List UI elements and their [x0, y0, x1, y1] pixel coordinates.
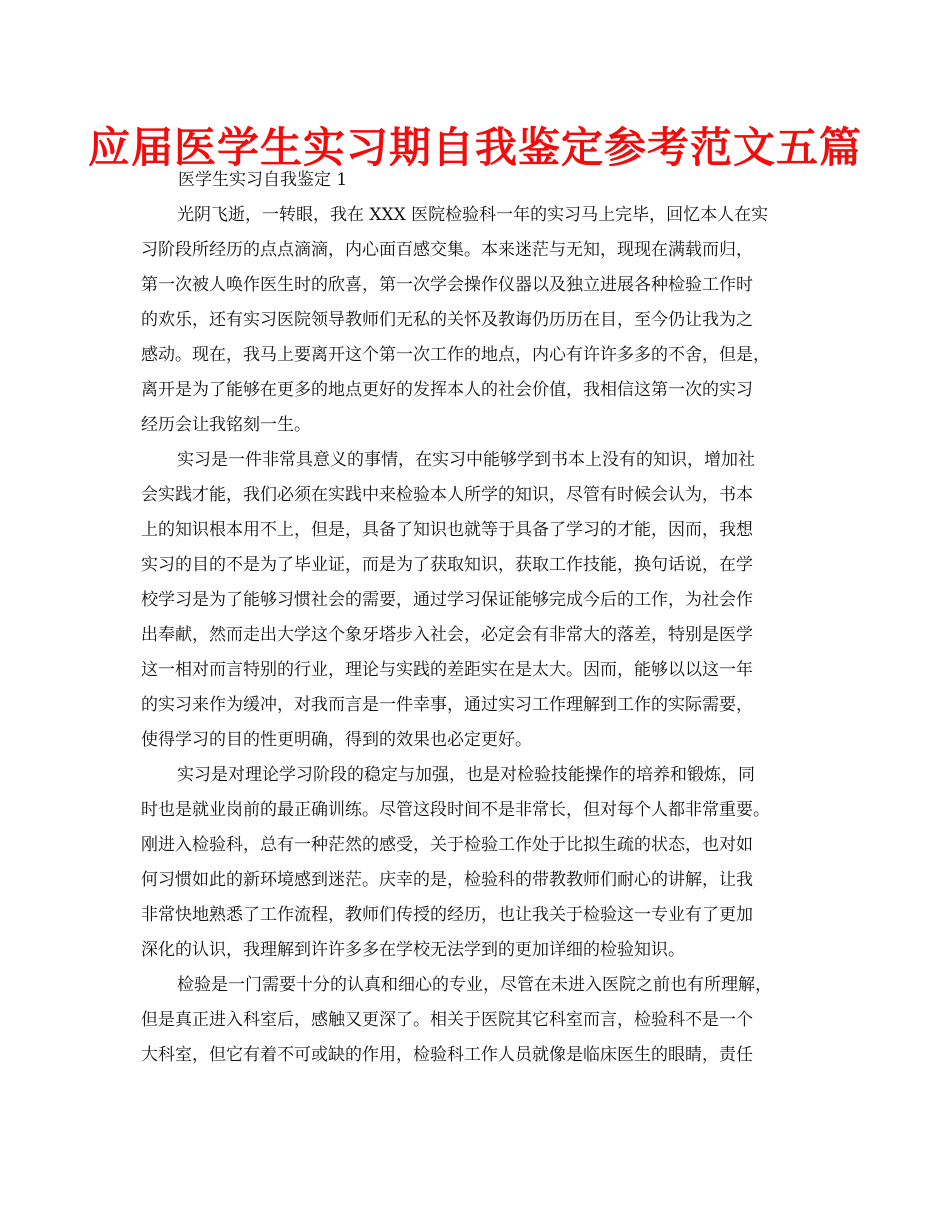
text-line: 感动。现在，我马上要离开这个第一次工作的地点，内心有许许多多的不舍，但是， [141, 345, 770, 365]
document-title: 应届医学生实习期自我鉴定参考范文五篇 [87, 123, 862, 172]
text-line: 非常快地熟悉了工作流程，教师们传授的经历，也让我关于检验这一专业有了更加 [141, 905, 753, 925]
text-line: 光阴飞逝，一转眼，我在 XXX 医院检验科一年的实习马上完毕，回忆本人在实 [177, 205, 769, 225]
text-line: 离开是为了能够在更多的地点更好的发挥本人的社会价值，我相信这第一次的实习 [141, 380, 753, 400]
text-line: 实习的目的不是为了毕业证，而是为了获取知识，获取工作技能，换句话说，在学 [141, 555, 753, 575]
text-line: 实习是一件非常具意义的事情，在实习中能够学到书本上没有的知识，增加社 [177, 450, 755, 470]
paragraph-3 [141, 758, 825, 968]
text-line: 深化的认识，我理解到许许多多在学校无法学到的更加详细的检验知识。 [141, 940, 685, 960]
text-line: 这一相对而言特别的行业，理论与实践的差距实在是太大。因而，能够以以这一年 [141, 660, 753, 680]
text-line: 使得学习的目的性更明确，得到的效果也必定更好。 [141, 730, 532, 750]
text-line: 的欢乐，还有实习医院领导教师们无私的关怀及教诲仍历历在目，至今仍让我为之 [141, 310, 753, 330]
text-line: 刚进入检验科，总有一种茫然的感受，关于检验工作处于比拟生疏的状态，也对如 [141, 835, 753, 855]
text-line: 校学习是为了能够习惯社会的需要，通过学习保证能够完成今后的工作，为社会作 [141, 590, 753, 610]
text-line: 何习惯如此的新环境感到迷茫。庆幸的是，检验科的带教教师们耐心的讲解，让我 [141, 870, 753, 890]
section-heading: 医学生实习自我鉴定 1 [178, 170, 348, 190]
text-line: 上的知识根本用不上，但是，具备了知识也就等于具备了学习的才能，因而，我想 [141, 520, 753, 540]
text-line: 检验是一门需要十分的认真和细心的专业，尽管在未进入医院之前也有所理解， [177, 975, 772, 995]
text-line: 大科室，但它有着不可或缺的作用，检验科工作人员就像是临床医生的眼睛，责任 [141, 1045, 753, 1065]
paragraph-2 [141, 443, 825, 758]
text-line: 会实践才能，我们必须在实践中来检验本人所学的知识，尽管有时候会认为，书本 [141, 485, 753, 505]
text-line: 时也是就业岗前的最正确训练。尽管这段时间不是非常长，但对每个人都非常重要。 [141, 800, 770, 820]
text-line: 出奉献，然而走出大学这个象牙塔步入社会，必定会有非常大的落差，特别是医学 [141, 625, 753, 645]
paragraph-1 [141, 198, 825, 443]
text-line: 经历会让我铭刻一生。 [141, 415, 311, 435]
text-line: 的实习来作为缓冲，对我而言是一件幸事，通过实习工作理解到工作的实际需要， [141, 695, 753, 715]
text-line: 第一次被人唤作医生时的欣喜，第一次学会操作仪器以及独立进展各种检验工作时 [141, 275, 753, 295]
text-line: 习阶段所经历的点点滴滴，内心面百感交集。本来迷茫与无知，现现在满载而归， [141, 240, 753, 260]
document-body [141, 198, 825, 1073]
paragraph-4 [141, 968, 825, 1073]
text-line: 但是真正进入科室后，感触又更深了。相关于医院其它科室而言，检验科不是一个 [141, 1010, 753, 1030]
text-line: 实习是对理论学习阶段的稳定与加强，也是对检验技能操作的培养和锻炼，同 [177, 765, 755, 785]
